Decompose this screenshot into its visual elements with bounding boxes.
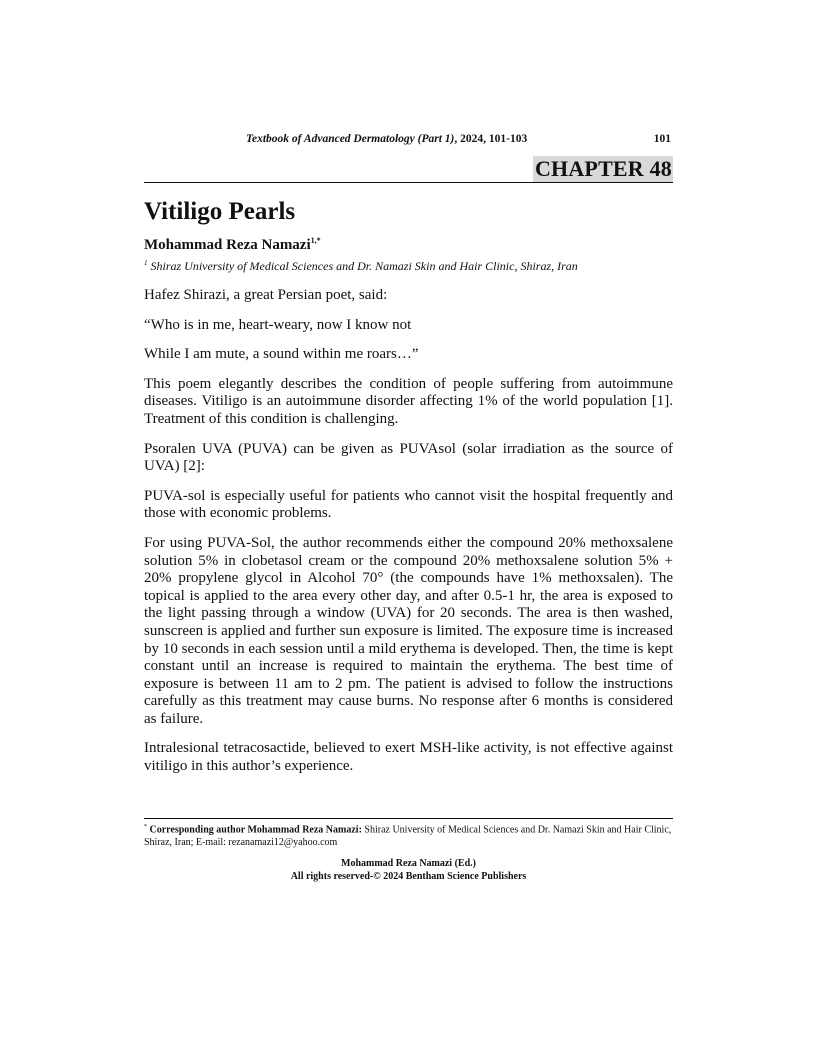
journal-details: , 2024, 101-103 xyxy=(454,133,528,145)
paragraph: Intralesional tetracosactide, believed to exert MSH-like activity, is not effective against vitiligo in this author’s experience. xyxy=(144,740,673,775)
editor-line: Mohammad Reza Namazi (Ed.) xyxy=(341,858,476,869)
footnote xyxy=(144,821,673,849)
running-head xyxy=(144,133,673,149)
author-superscript: 1,* xyxy=(310,236,321,245)
footnote-divider xyxy=(144,818,673,819)
page-number: 101 xyxy=(653,133,671,145)
paragraph: Psoralen UVA (PUVA) can be given as PUVAsol (solar irradiation as the source of UVA) [2]: xyxy=(144,440,673,475)
paragraph: While I am mute, a sound within me roars…” xyxy=(144,346,419,363)
footnote-label: Corresponding author Mohammad Reza Namazi: xyxy=(149,824,362,836)
chapter-label: CHAPTER 48 xyxy=(534,156,672,181)
author-line xyxy=(144,236,321,254)
publisher-block xyxy=(144,857,673,883)
chapter-divider xyxy=(144,182,673,183)
journal-title: Textbook of Advanced Dermatology (Part 1) xyxy=(246,133,455,145)
affiliation-superscript: 1 xyxy=(144,259,148,267)
article-title: Vitiligo Pearls xyxy=(144,198,296,225)
affiliation-line xyxy=(144,259,578,274)
rights-line: All rights reserved-© 2024 Bentham Science Publishers xyxy=(290,871,527,882)
footnote-text: Shiraz University of Medical Sciences and Dr. Namazi Skin and Hair Clinic, Shiraz, Iran; E-mail: rezanamazi12@yahoo.com xyxy=(144,824,672,849)
journal-citation xyxy=(246,133,527,145)
paragraph: For using PUVA-Sol, the author recommends either the compound 20% methoxsalene solution 5% in clobetasol cream or the compound 20% methoxsalene solution 5% + 20% propylene glycol in Alcohol 70° (the compounds have 1% methoxsalen). The topical is applied to the area every other day, and after 0.5-1 hr, the area is exposed to the light passing through a window (UVA) for 20 seconds. The area is then washed, sunscreen is applied and further sun exposure is limited. The exposure time is increased by 10 seconds in each session until a mild erythema is developed. Then, the time is kept constant until an increase is required to maintain the erythema. The best time of exposure is between 11 am to 2 pm. The patient is advised to follow the instructions carefully as this treatment may cause burns. No response after 6 months is considered as failure. xyxy=(144,534,673,727)
footnote-mark: * xyxy=(144,824,147,830)
article-body xyxy=(144,287,673,788)
author-name: Mohammad Reza Namazi xyxy=(144,237,311,253)
paragraph: “Who is in me, heart-weary, now I know not xyxy=(144,316,412,333)
affiliation-text: Shiraz University of Medical Sciences and Dr. Namazi Skin and Hair Clinic, Shiraz, Iran xyxy=(150,259,578,273)
paragraph: Hafez Shirazi, a great Persian poet, said: xyxy=(144,287,388,303)
paragraph: This poem elegantly describes the condition of people suffering from autoimmune diseases. Vitiligo is an autoimmune disorder affecting 1% of the world population [1]. Treatment of this condition is challenging. xyxy=(144,375,673,427)
paragraph: PUVA-sol is especially useful for patients who cannot visit the hospital frequently and those with economic problems. xyxy=(144,487,673,522)
